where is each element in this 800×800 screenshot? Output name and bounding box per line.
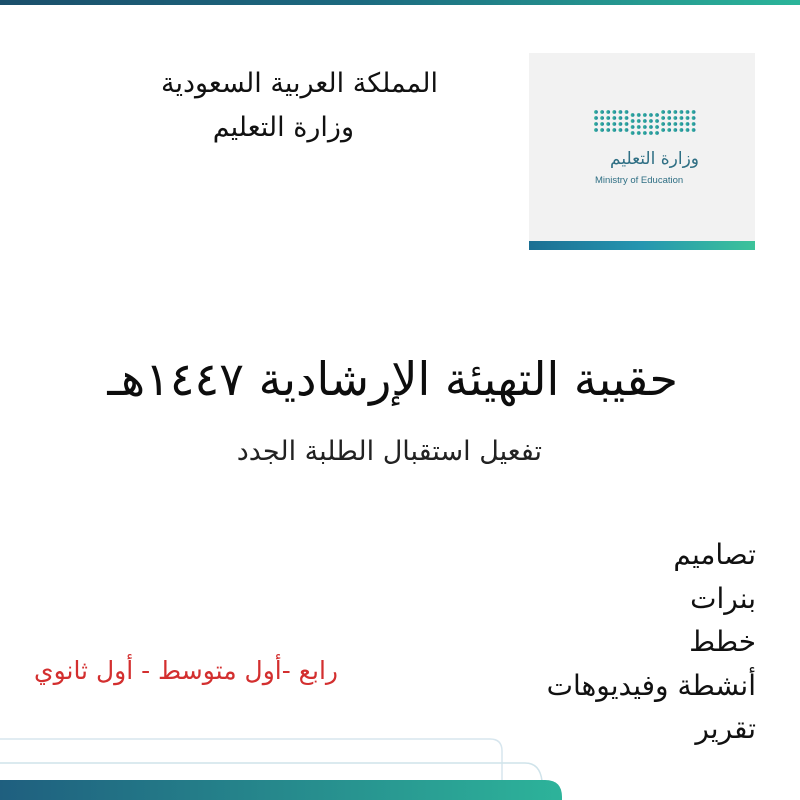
top-accent-bar bbox=[0, 0, 800, 5]
emblem-dot bbox=[619, 128, 623, 132]
ministry-logo bbox=[529, 53, 755, 250]
emblem-dot bbox=[594, 122, 598, 126]
ministry-name: وزارة التعليم bbox=[212, 112, 354, 143]
emblem-dot bbox=[606, 128, 610, 132]
emblem-dot bbox=[649, 131, 653, 135]
emblem-dot bbox=[637, 119, 641, 123]
emblem-dot bbox=[673, 116, 677, 120]
emblem-dot bbox=[692, 128, 696, 132]
page-title: حقيبة التهيئة الإرشادية ١٤٤٧هـ bbox=[107, 352, 678, 406]
emblem-dot bbox=[637, 113, 641, 117]
emblem-dot bbox=[661, 122, 665, 126]
emblem-dot bbox=[612, 122, 616, 126]
contents-list bbox=[547, 533, 756, 751]
emblem-dot bbox=[631, 119, 635, 123]
emblem-dot bbox=[594, 116, 598, 120]
emblem-dot bbox=[606, 110, 610, 114]
emblem-dot bbox=[680, 122, 684, 126]
emblem-dot bbox=[655, 131, 659, 135]
emblem-dot bbox=[661, 116, 665, 120]
emblem-dot bbox=[643, 119, 647, 123]
emblem-dot bbox=[600, 110, 604, 114]
emblem-dot bbox=[686, 122, 690, 126]
logo-english-text: Ministry of Education bbox=[595, 175, 684, 186]
emblem-dot bbox=[625, 110, 629, 114]
emblem-dot bbox=[686, 128, 690, 132]
emblem-dot bbox=[649, 125, 653, 129]
emblem-dot bbox=[673, 110, 677, 114]
emblem-dot bbox=[600, 122, 604, 126]
emblem-dot bbox=[680, 128, 684, 132]
emblem-dot bbox=[655, 119, 659, 123]
emblem-dot bbox=[631, 131, 635, 135]
list-item: أنشطة وفيديوهات bbox=[546, 668, 756, 702]
emblem-dot bbox=[619, 110, 623, 114]
emblem-dot bbox=[625, 128, 629, 132]
emblem-dot bbox=[600, 116, 604, 120]
kingdom-name: المملكة العربية السعودية bbox=[160, 68, 438, 99]
emblem-dot bbox=[667, 122, 671, 126]
emblem-dot bbox=[594, 128, 598, 132]
list-item: بنرات bbox=[690, 581, 756, 615]
emblem-dot bbox=[637, 131, 641, 135]
emblem-dot bbox=[612, 128, 616, 132]
emblem-dot bbox=[692, 110, 696, 114]
logo-arabic-text: وزارة التعليم bbox=[610, 149, 699, 169]
emblem-dot bbox=[594, 110, 598, 114]
grades-text: رابع -أول متوسط - أول ثانوي bbox=[34, 656, 338, 685]
emblem-dot bbox=[606, 116, 610, 120]
page-subtitle: تفعيل استقبال الطلبة الجدد bbox=[236, 436, 542, 467]
emblem-dot bbox=[631, 125, 635, 129]
emblem-dot bbox=[673, 122, 677, 126]
dots-emblem-icon bbox=[593, 109, 697, 135]
emblem-dot bbox=[643, 131, 647, 135]
emblem-dot bbox=[692, 122, 696, 126]
emblem-dot bbox=[661, 128, 665, 132]
emblem-dot bbox=[673, 128, 677, 132]
emblem-dot bbox=[600, 128, 604, 132]
emblem-dot bbox=[643, 125, 647, 129]
emblem-dot bbox=[619, 116, 623, 120]
list-item: تصاميم bbox=[673, 538, 756, 571]
emblem-dot bbox=[649, 119, 653, 123]
emblem-dot bbox=[625, 116, 629, 120]
emblem-dot bbox=[667, 128, 671, 132]
emblem-dot bbox=[655, 125, 659, 129]
emblem-dot bbox=[667, 116, 671, 120]
emblem-dot bbox=[649, 113, 653, 117]
logo-card-strip bbox=[529, 241, 755, 250]
emblem-dot bbox=[680, 110, 684, 114]
emblem-dot bbox=[606, 122, 610, 126]
emblem-dot bbox=[661, 110, 665, 114]
emblem-dot bbox=[643, 113, 647, 117]
emblem-dot bbox=[631, 113, 635, 117]
bottom-decoration bbox=[0, 735, 800, 800]
header-text bbox=[161, 62, 438, 150]
emblem-dot bbox=[637, 125, 641, 129]
emblem-dot bbox=[667, 110, 671, 114]
list-item: خطط bbox=[689, 625, 756, 658]
emblem-dot bbox=[619, 122, 623, 126]
emblem-dot bbox=[612, 110, 616, 114]
emblem-dot bbox=[686, 116, 690, 120]
emblem-dot bbox=[686, 110, 690, 114]
emblem-dot bbox=[625, 122, 629, 126]
emblem-dot bbox=[692, 116, 696, 120]
emblem-dot bbox=[612, 116, 616, 120]
emblem-dot bbox=[680, 116, 684, 120]
list-item: تقرير bbox=[695, 712, 756, 745]
emblem-dot bbox=[655, 113, 659, 117]
